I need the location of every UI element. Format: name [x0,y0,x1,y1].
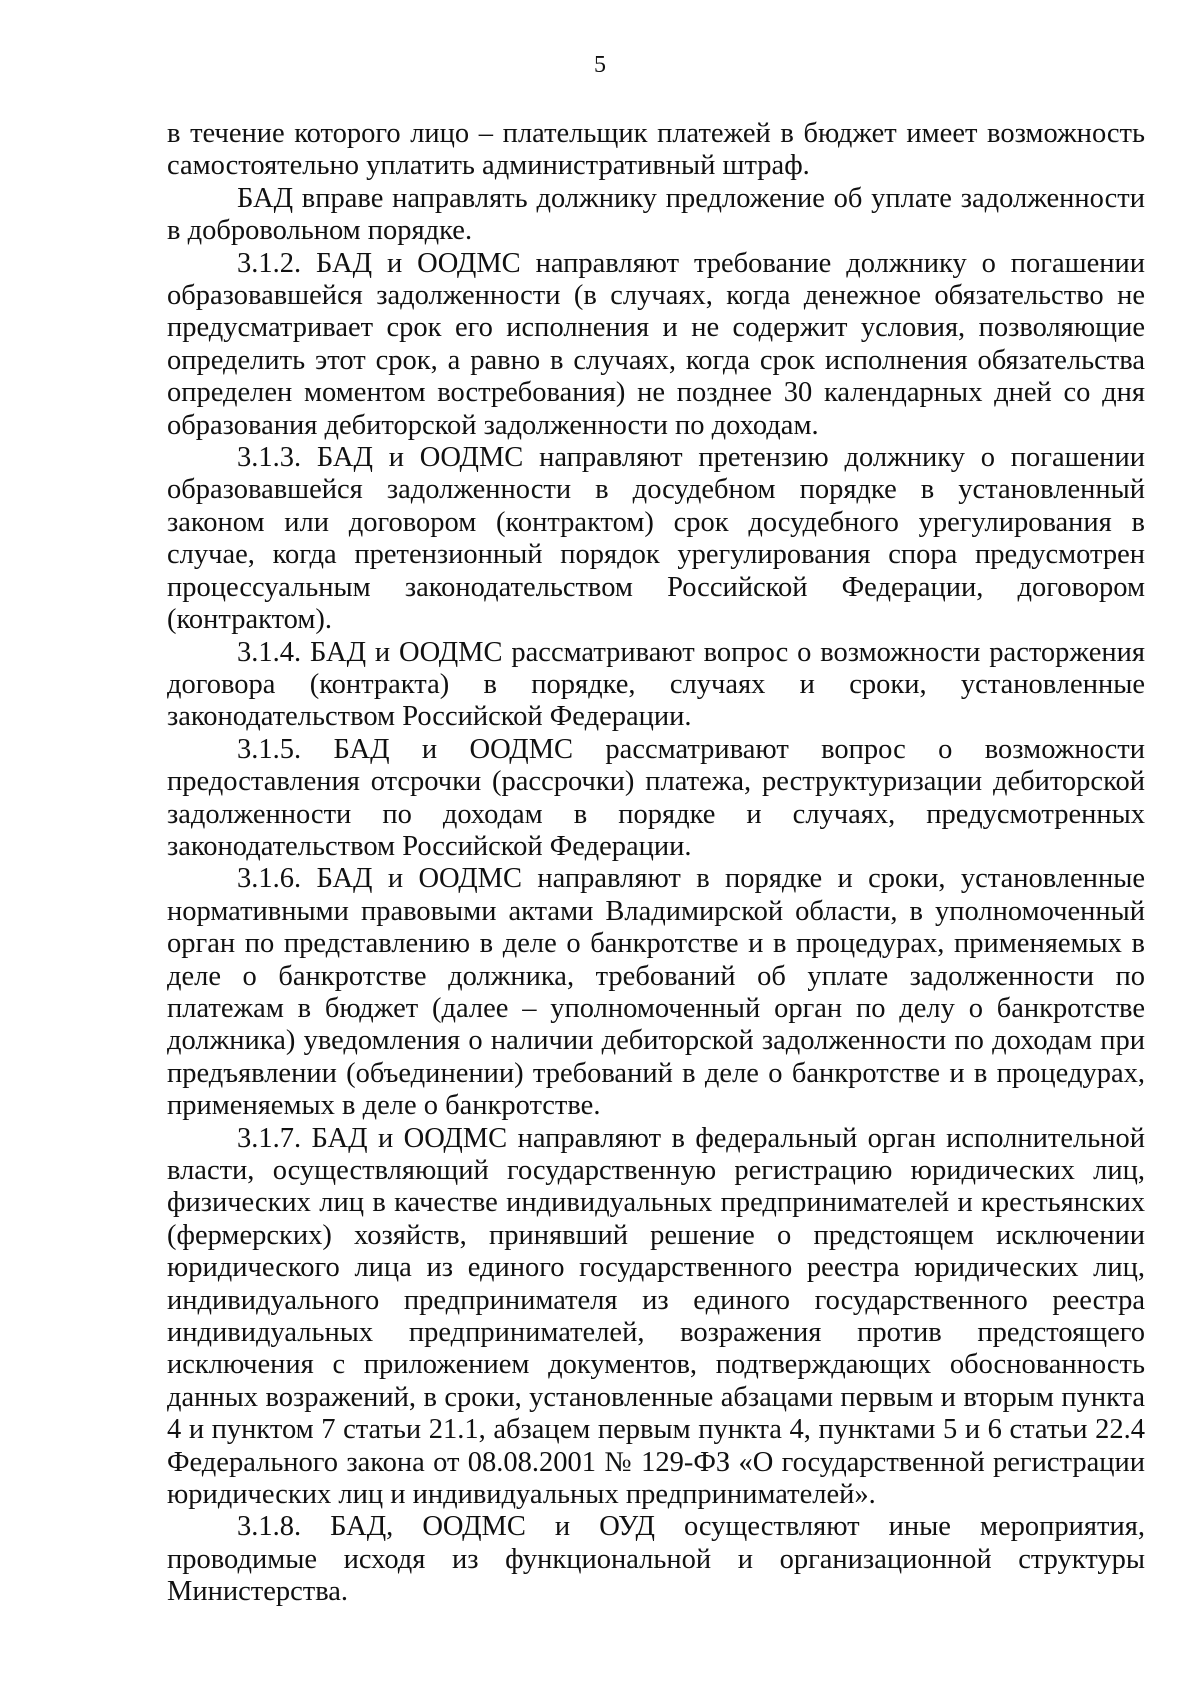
paragraph-3-1-6: 3.1.6. БАД и ООДМС направляют в порядке и сроки, установленные нормативными правовыми актами Владимирской области, в уполномоченный орган по представлению в деле о банкротстве и в процедурах, применяемых в деле о банкротстве должника, требований об уплате задолженности по платежам в бюджет (далее – уполномоченный орган по делу о банкротстве должника) уведомления о наличии дебиторской задолженности по доходам при предъявлении (объединении) требований в деле о банкротстве и в процедурах, применяемых в деле о банкротстве. [167,863,1145,1122]
paragraph-3-1-2: 3.1.2. БАД и ООДМС направляют требование должнику о погашении образовавшейся задолженности (в случаях, когда денежное обязательство не предусматривает срок его исполнения и не содержит условия, позволяющие определить этот срок, а равно в случаях, когда срок исполнения обязательства определен моментом востребования) не позднее 30 календарных дней со дня образования дебиторской задолженности по доходам. [167,247,1145,441]
paragraph-3-1-4: 3.1.4. БАД и ООДМС рассматривают вопрос о возможности расторжения договора (контракта) в порядке, случаях и сроки, установленные законодательством Российской Федерации. [167,636,1145,733]
paragraph-3-1-7: 3.1.7. БАД и ООДМС направляют в федеральный орган исполнительной власти, осуществляющий государственную регистрацию юридических лиц, физических лиц в качестве индивидуальных предпринимателей и крестьянских (фермерских) хозяйств, принявший решение о предстоящем исключении юридического лица из единого государственного реестра юридических лиц, индивидуального предпринимателя из единого государственного реестра индивидуальных предпринимателей, возражения против предстоящего исключения с приложением документов, подтверждающих обоснованность данных возражений, в сроки, установленные абзацами первым и вторым пункта 4 и пунктом 7 статьи 21.1, абзацем первым пункта 4, пунктами 5 и 6 статьи 22.4 Федерального закона от 08.08.2001 № 129-ФЗ «О государственной регистрации юридических лиц и индивидуальных предпринимателей». [167,1122,1145,1511]
paragraph-voluntary-payment: БАД вправе направлять должнику предложение об уплате задолженности в добровольном порядке. [167,182,1145,247]
paragraph-3-1-5: 3.1.5. БАД и ООДМС рассматривают вопрос о возможности предоставления отсрочки (рассрочки) платежа, реструктуризации дебиторской задолженности по доходам в порядке и случаях, предусмотренных законодательством Российской Федерации. [167,733,1145,862]
paragraph-3-1-8: 3.1.8. БАД, ООДМС и ОУД осуществляют иные мероприятия, проводимые исходя из функциональной и организационной структуры Министерства. [167,1511,1145,1608]
paragraph-3-1-3: 3.1.3. БАД и ООДМС направляют претензию должнику о погашении образовавшейся задолженности в досудебном порядке в установленный законом или договором (контрактом) срок досудебного урегулирования в случае, когда претензионный порядок урегулирования спора предусмотрен процессуальным законодательством Российской Федерации, договором (контрактом). [167,442,1145,636]
paragraph-continuation: в течение которого лицо – плательщик платежей в бюджет имеет возможность самостоятельно уплатить административный штраф. [167,118,1145,182]
document-body [167,118,1145,1609]
page-number: 5 [594,52,606,78]
